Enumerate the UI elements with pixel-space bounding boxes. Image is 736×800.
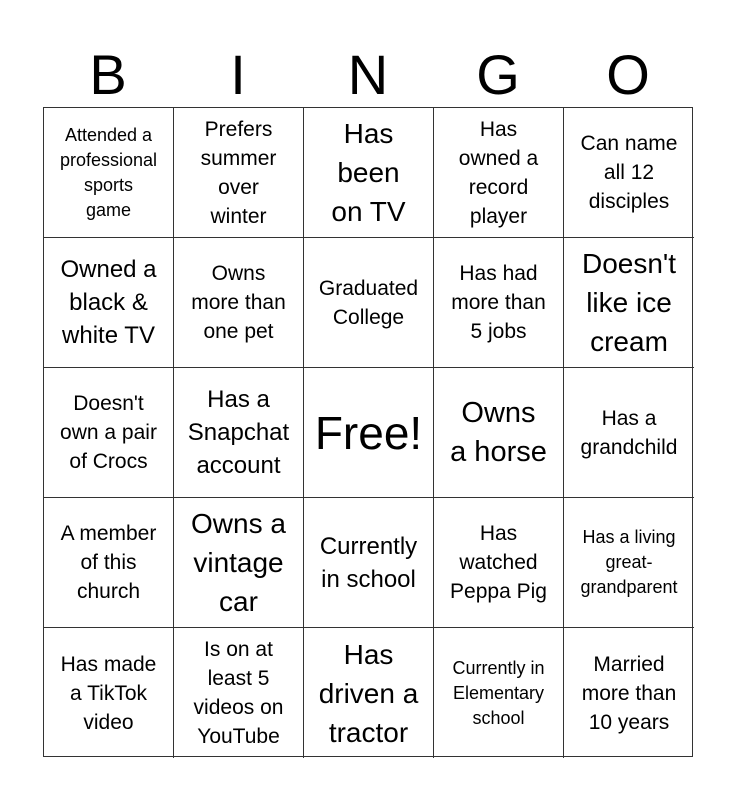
free-space-cell[interactable]: Free!	[304, 368, 434, 498]
header-letter-g: G	[476, 43, 520, 106]
bingo-cell[interactable]: Has had more than 5 jobs	[434, 238, 564, 368]
bingo-cell[interactable]: Owns a vintage car	[174, 498, 304, 628]
header-letter-n: N	[347, 43, 389, 106]
bingo-cell[interactable]: Has owned a record player	[434, 108, 564, 238]
bingo-cell[interactable]: Has a living great- grandparent	[564, 498, 694, 628]
bingo-cell[interactable]: Has driven a tractor	[304, 628, 434, 758]
bingo-cell[interactable]: Has watched Peppa Pig	[434, 498, 564, 628]
bingo-cell[interactable]: Owns more than one pet	[174, 238, 304, 368]
bingo-cell[interactable]: Married more than 10 years	[581, 652, 677, 734]
header-letter-o: O	[606, 43, 650, 106]
bingo-cell[interactable]: Has a grandchild	[564, 368, 694, 498]
header-letter-b: B	[89, 43, 127, 106]
bingo-cell[interactable]: Attended a professional sports game	[44, 108, 174, 238]
bingo-cell[interactable]: Currently in Elementary school	[434, 628, 564, 758]
bingo-cell[interactable]: Doesn't own a pair of Crocs	[44, 368, 174, 498]
bingo-cell[interactable]: Can name all 12 disciples	[564, 108, 694, 238]
bingo-cell[interactable]: Is on at least 5 videos on YouTube	[174, 628, 304, 758]
bingo-card-grid	[43, 107, 693, 757]
bingo-cell[interactable]: Owns a horse	[434, 368, 564, 498]
bingo-cell[interactable]: Graduated College	[304, 238, 434, 368]
bingo-cell[interactable]: Currently in school	[304, 498, 434, 628]
bingo-cell[interactable]: Doesn't like ice cream	[564, 238, 694, 368]
bingo-cell[interactable]: Prefers summer over winter	[174, 108, 304, 238]
bingo-header	[43, 44, 693, 106]
bingo-cell[interactable]: A member of this church	[44, 498, 174, 628]
bingo-cell[interactable]: Owned a black & white TV	[44, 238, 174, 368]
bingo-cell[interactable]: Has been on TV	[304, 108, 434, 238]
bingo-cell[interactable]: Has made a TikTok video	[44, 628, 174, 758]
bingo-cell[interactable]: Has a Snapchat account	[174, 368, 304, 498]
header-letter-i: I	[230, 43, 246, 106]
